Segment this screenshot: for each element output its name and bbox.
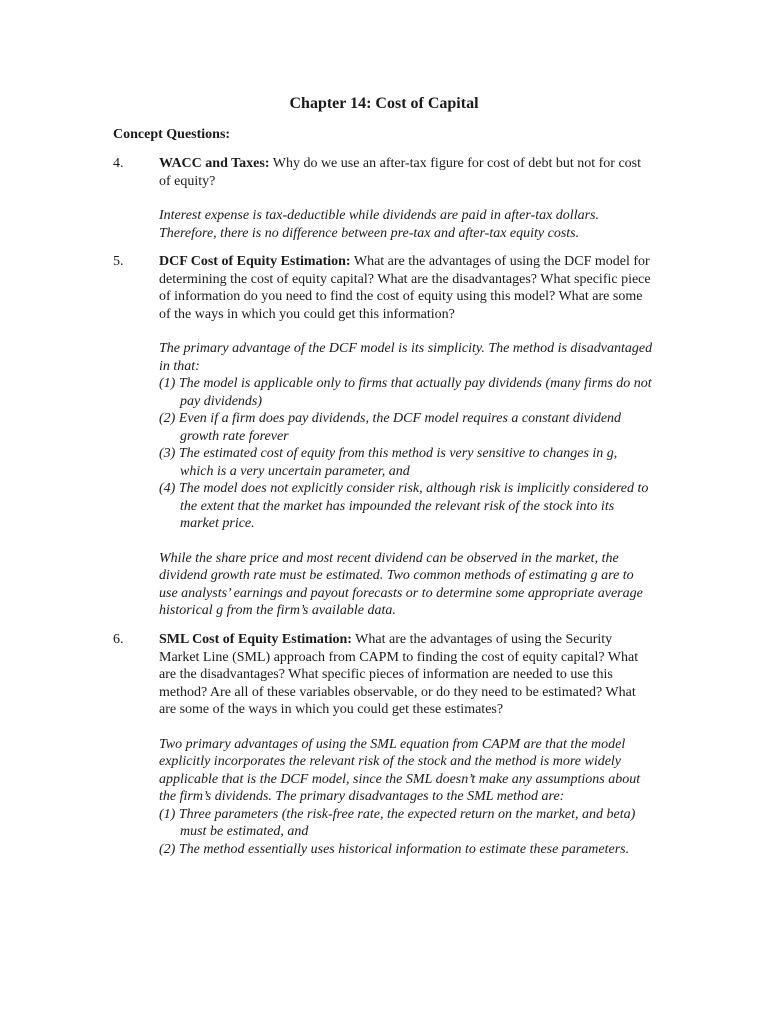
answer bbox=[159, 340, 653, 620]
question-heading: WACC and Taxes: bbox=[159, 156, 270, 171]
answer-list-item: (4) The model does not explicitly consider risk, although risk is implicitly considered to the extent that the market has impounded the relevant risk of the stock into its market price. bbox=[159, 481, 649, 531]
answer bbox=[159, 736, 653, 859]
question-prompt: Why do we use an after-tax figure for cost of debt but not for cost of equity? bbox=[159, 156, 641, 189]
question-text bbox=[159, 155, 653, 190]
answer-intro: The primary advantage of the DCF model is its simplicity. The method is disadvantaged in that: bbox=[159, 341, 653, 374]
question-number: 6. bbox=[113, 632, 124, 647]
chapter-title: Chapter 14: Cost of Capital bbox=[289, 95, 479, 112]
question-number: 4. bbox=[113, 156, 124, 171]
answer-closing: While the share price and most recent dividend can be observed in the market, the dividend growth rate must be estimated. Two common methods of estimating g are to use analysts’ earnings and payout forecasts or to determine some appropriate average historical g from the firm’s available data. bbox=[159, 550, 643, 618]
question-prompt: What are the advantages of using the DCF model for determining the cost of equity capital? What are the disadvantages? What specific piece of information do you need to find the cost of equity using this model? What are some of the ways in which you could get this information? bbox=[159, 254, 651, 322]
answer-list-item: (1) The model is applicable only to firms that actually pay dividends (many firms do not pay dividends) bbox=[159, 376, 652, 409]
answer-list-item: (2) The method essentially uses historical information to estimate these parameters. bbox=[159, 841, 630, 857]
answer-list bbox=[159, 806, 653, 859]
question-4 bbox=[113, 155, 653, 242]
question-text bbox=[159, 253, 653, 323]
answer bbox=[159, 207, 653, 242]
answer-intro: Two primary advantages of using the SML equation from CAPM are that the model explicitly incorporates the relevant risk of the stock and the method is more widely applicable that is the DCF model, since the SML doesn’t make any assumptions about the firm’s dividends. The primary disadvantages to the SML method are: bbox=[159, 736, 641, 804]
question-number: 5. bbox=[113, 254, 124, 269]
answer-list-item: (1) Three parameters (the risk-free rate, the expected return on the market, and beta) must be estimated, and bbox=[159, 806, 636, 839]
section-heading: Concept Questions: bbox=[113, 127, 231, 142]
question-6 bbox=[113, 631, 653, 858]
question-heading: DCF Cost of Equity Estimation: bbox=[159, 254, 351, 269]
question-5 bbox=[113, 253, 653, 620]
question-heading: SML Cost of Equity Estimation: bbox=[159, 632, 352, 647]
question-text bbox=[159, 631, 653, 719]
answer-paragraph: Interest expense is tax-deductible while dividends are paid in after-tax dollars. Therefore, there is no difference between pre-tax and after-tax equity costs. bbox=[159, 208, 599, 241]
question-prompt: What are the advantages of using the Security Market Line (SML) approach from CAPM to finding the cost of equity capital? What are the disadvantages? What specific pieces of information are needed to use this method? Are all of these variables observable, or do they need to be estimated? What are some of the ways in which you could get these estimates? bbox=[159, 632, 639, 717]
answer-list bbox=[159, 375, 653, 533]
answer-list-item: (2) Even if a firm does pay dividends, the DCF model requires a constant dividend growth rate forever bbox=[159, 411, 622, 444]
answer-list-item: (3) The estimated cost of equity from this method is very sensitive to changes in g, which is a very uncertain parameter, and bbox=[159, 446, 618, 479]
